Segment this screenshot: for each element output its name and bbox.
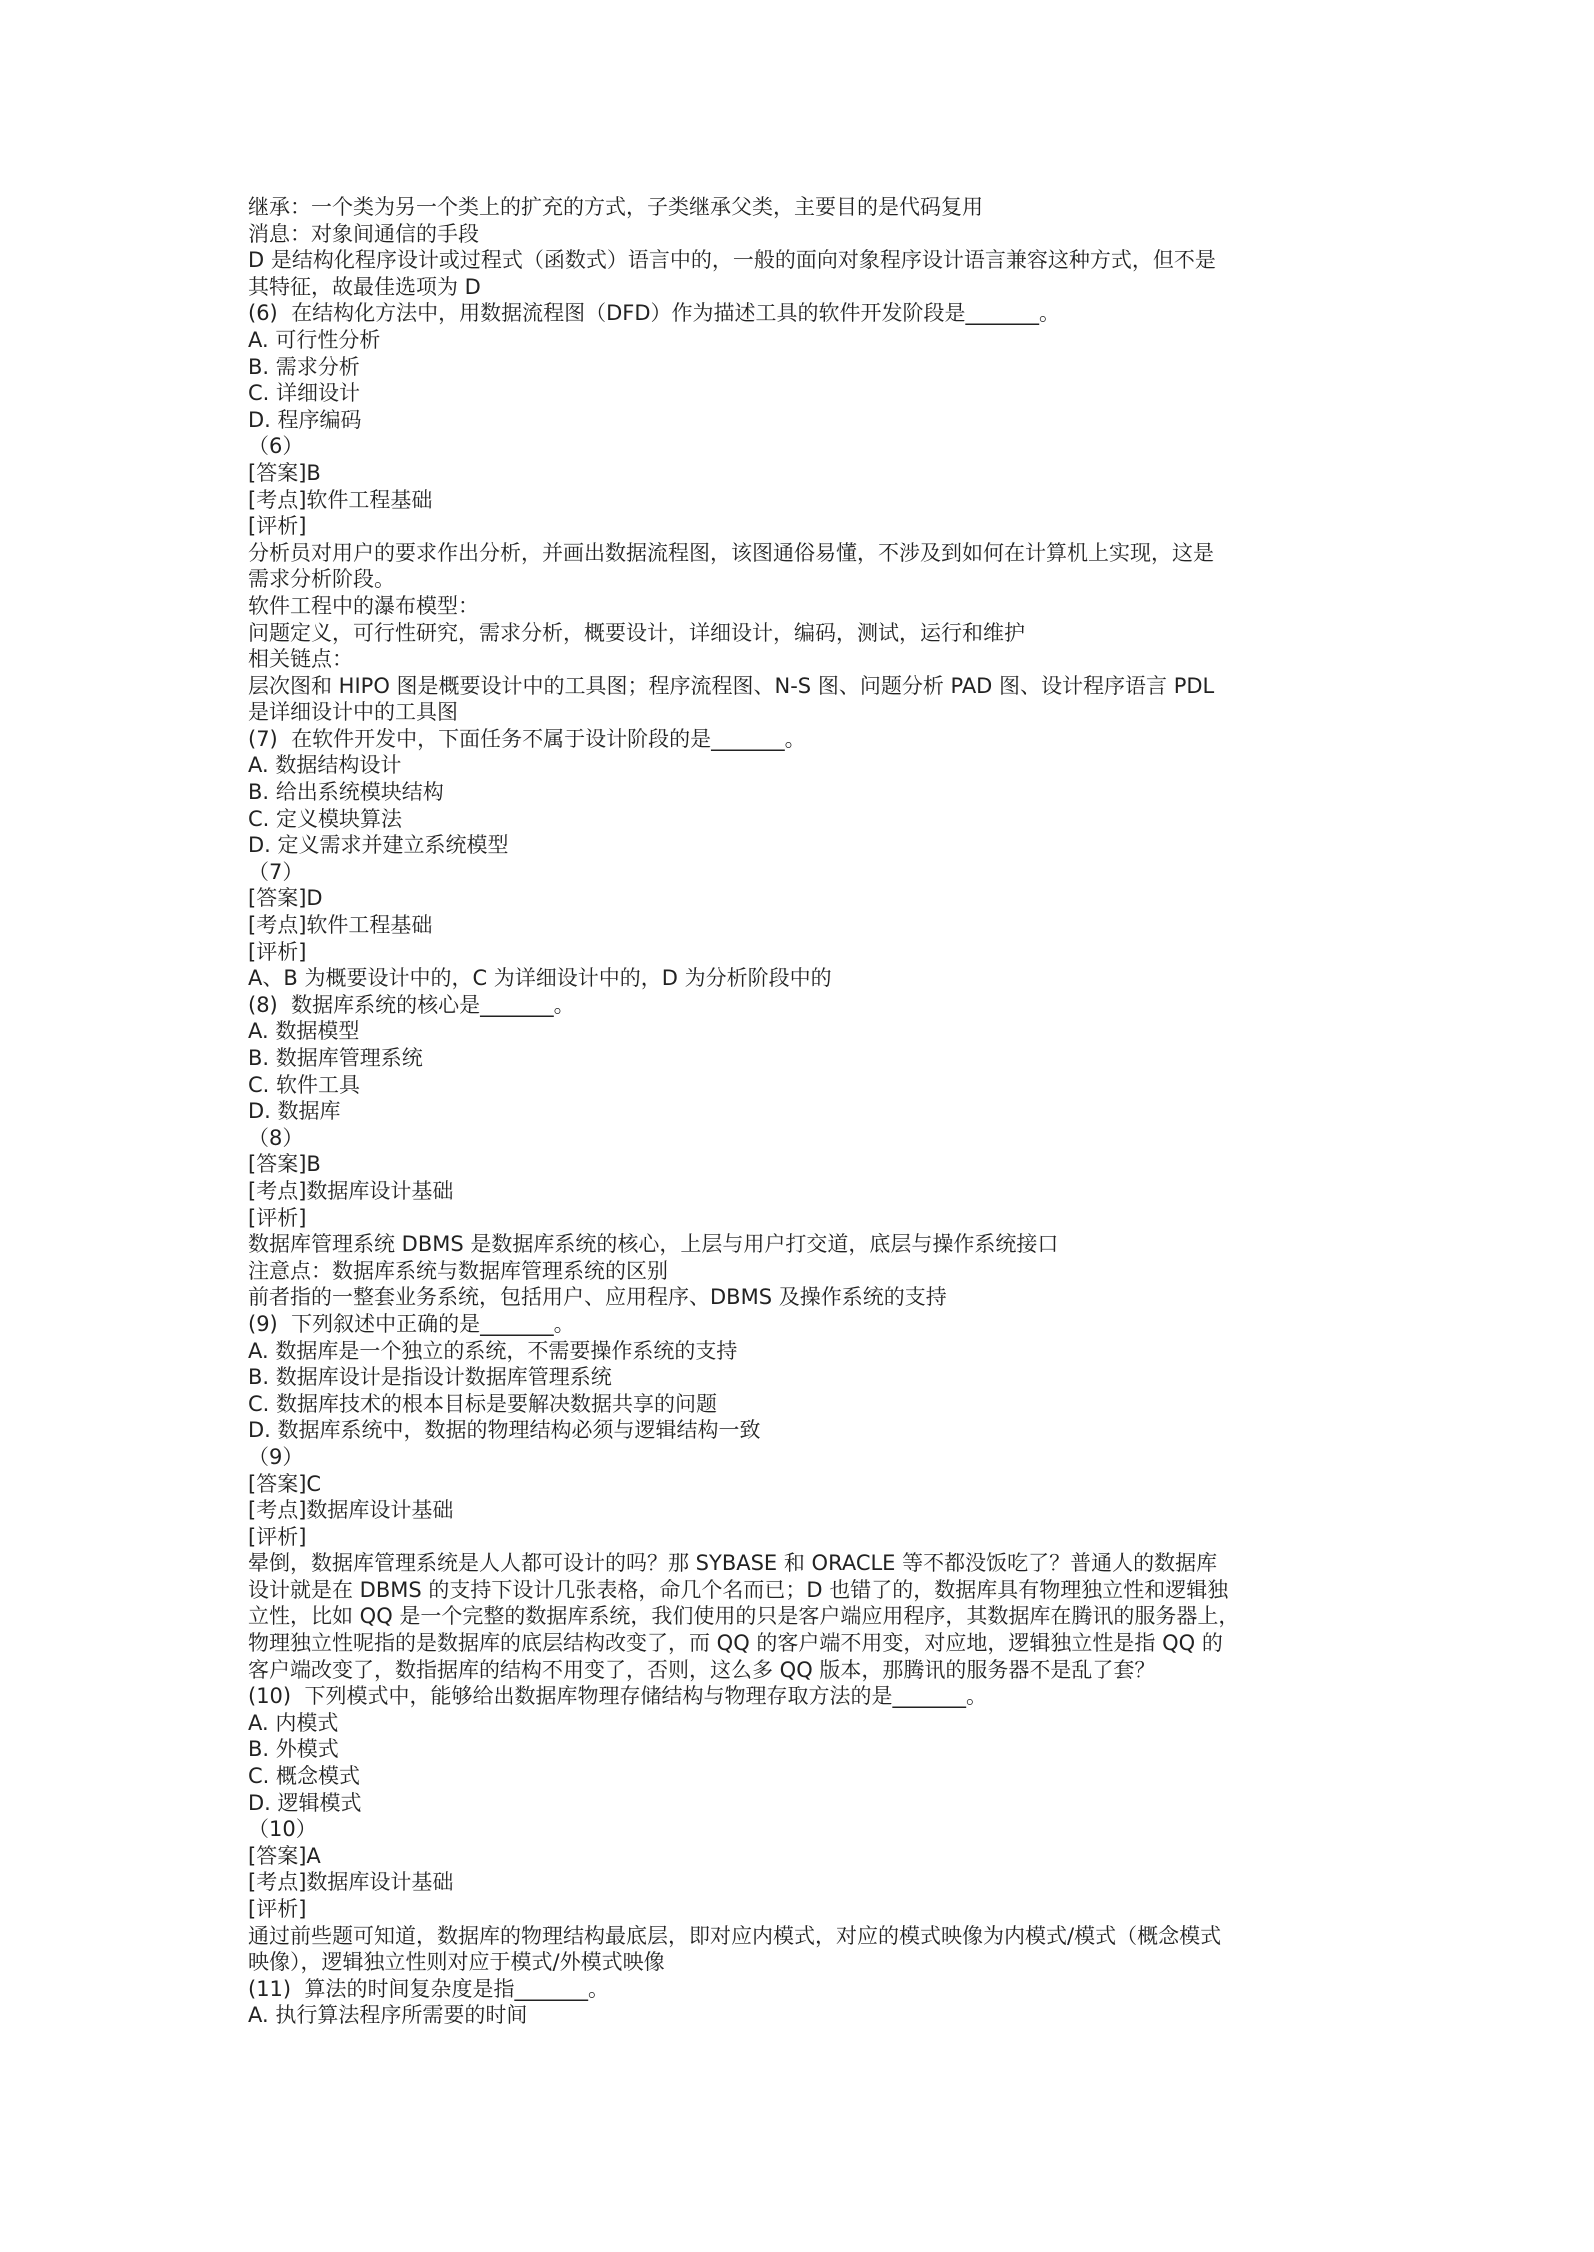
text-line: B. 数据库管理系统 (248, 1046, 423, 1070)
text-line: C. 详细设计 (248, 381, 361, 406)
text-line: B. 数据库设计是指设计数据库管理系统 (248, 1365, 612, 1390)
text-line: B. 需求分析 (248, 354, 360, 379)
text-line: （10） (248, 1817, 317, 1842)
text-line: 软件工程中的瀑布模型： (248, 593, 479, 618)
text-line: B. 外模式 (248, 1737, 339, 1762)
text-line: (8) 数据库系统的核心是_______。 (248, 992, 575, 1017)
text-line: D. 数据库系统中，数据的物理结构必须与逻辑结构一致 (248, 1418, 761, 1443)
text-line: （7） (248, 859, 304, 884)
text-line: 消息：对象间通信的手段 (248, 221, 479, 246)
text-line: [考点]软件工程基础 (248, 913, 433, 938)
text-line: [答案]A (248, 1843, 321, 1868)
text-line: 继承：一个类为另一个类上的扩充的方式，子类继承父类，主要目的是代码复用 (248, 195, 983, 219)
text-line: [评析] (248, 939, 307, 964)
text-line: （6） (248, 434, 304, 459)
text-line: 晕倒，数据库管理系统是人人都可设计的吗？那 SYBASE 和 ORACLE 等不都没饭吃了？普通人的数据库 (248, 1551, 1218, 1576)
text-line: A. 数据结构设计 (248, 753, 402, 778)
text-line: 其特征，故最佳选项为 D (248, 274, 481, 299)
text-line: D 是结构化程序设计或过程式（函数式）语言中的，一般的面向对象程序设计语言兼容这种方式，但不是 (248, 248, 1216, 273)
text-line: 问题定义，可行性研究，需求分析，概要设计，详细设计，编码，测试，运行和维护 (248, 620, 1025, 645)
text-line: C. 定义模块算法 (248, 806, 403, 831)
text-line: D. 逻辑模式 (248, 1790, 362, 1815)
text-line: 相关链点： (248, 647, 353, 672)
text-line: A. 数据库是一个独立的系统，不需要操作系统的支持 (248, 1338, 738, 1363)
text-line: [答案]C (248, 1471, 322, 1496)
text-line: [考点]软件工程基础 (248, 487, 433, 512)
text-line: （8） (248, 1125, 304, 1150)
text-line: 是详细设计中的工具图 (248, 700, 458, 725)
text-line: A. 执行算法程序所需要的时间 (248, 2003, 528, 2028)
text-line: A、B 为概要设计中的，C 为详细设计中的，D 为分析阶段中的 (248, 966, 832, 991)
text-line: [答案]B (248, 460, 321, 485)
text-line: （9） (248, 1444, 304, 1469)
text-line: C. 概念模式 (248, 1764, 361, 1789)
text-line: 立性，比如 QQ 是一个完整的数据库系统，我们使用的只是客户端应用程序，其数据库在腾讯的服务器上， (248, 1604, 1240, 1629)
text-line: 注意点：数据库系统与数据库管理系统的区别 (248, 1258, 668, 1283)
text-line: 前者指的一整套业务系统，包括用户、应用程序、DBMS 及操作系统的支持 (248, 1285, 947, 1310)
text-line: (6) 在结构化方法中，用数据流程图（DFD）作为描述工具的软件开发阶段是_______。 (248, 301, 1061, 326)
text-line: 映像），逻辑独立性则对应于模式/外模式映像 (248, 1950, 665, 1975)
text-line: B. 给出系统模块结构 (248, 780, 444, 805)
text-line: [评析] (248, 1205, 307, 1230)
text-line: [评析] (248, 1897, 307, 1921)
text-line: 层次图和 HIPO 图是概要设计中的工具图；程序流程图、N-S 图、问题分析 PAD 图、设计程序语言 PDL (248, 673, 1215, 698)
text-line: [考点]数据库设计基础 (248, 1870, 454, 1895)
text-line: [评析] (248, 514, 307, 539)
text-line: [考点]数据库设计基础 (248, 1178, 454, 1203)
text-line: 客户端改变了，数指据库的结构不用变了，否则，这么多 QQ 版本，那腾讯的服务器不是乱了套？ (248, 1657, 1156, 1682)
document-body (248, 194, 1358, 2029)
text-line: 设计就是在 DBMS 的支持下设计几张表格，命几个名而已；D 也错了的，数据库具有物理独立性和逻辑独 (248, 1577, 1229, 1602)
text-line: A. 可行性分析 (248, 327, 381, 352)
text-line: 需求分析阶段。 (248, 567, 395, 592)
text-line: D. 程序编码 (248, 407, 362, 432)
text-line: [答案]B (248, 1152, 321, 1177)
text-line: D. 数据库 (248, 1099, 341, 1124)
text-line: (11) 算法的时间复杂度是指_______。 (248, 1976, 609, 2001)
text-line: (9) 下列叙述中正确的是_______。 (248, 1311, 575, 1336)
text-line: C. 数据库技术的根本目标是要解决数据共享的问题 (248, 1391, 718, 1416)
text-line: C. 软件工具 (248, 1072, 361, 1097)
text-line: 物理独立性呢指的是数据库的底层结构改变了，而 QQ 的客户端不用变，对应地，逻辑独立性是指 QQ 的 (248, 1631, 1223, 1656)
text-line: [评析] (248, 1524, 307, 1549)
text-line: A. 数据模型 (248, 1019, 360, 1044)
text-line: (10) 下列模式中，能够给出数据库物理存储结构与物理存取方法的是_______。 (248, 1684, 987, 1709)
text-line: D. 定义需求并建立系统模型 (248, 833, 509, 858)
text-line: [答案]D (248, 886, 323, 911)
text-line: A. 内模式 (248, 1710, 339, 1735)
text-line: 数据库管理系统 DBMS 是数据库系统的核心，上层与用户打交道，底层与操作系统接口 (248, 1232, 1059, 1257)
text-line: (7) 在软件开发中，下面任务不属于设计阶段的是_______。 (248, 726, 806, 751)
text-line: 通过前些题可知道，数据库的物理结构最底层，即对应内模式，对应的模式映像为内模式/模式（概念模式 (248, 1923, 1222, 1948)
text-line: 分析员对用户的要求作出分析，并画出数据流程图，该图通俗易懂，不涉及到如何在计算机上实现，这是 (248, 540, 1214, 565)
text-line: [考点]数据库设计基础 (248, 1498, 454, 1523)
